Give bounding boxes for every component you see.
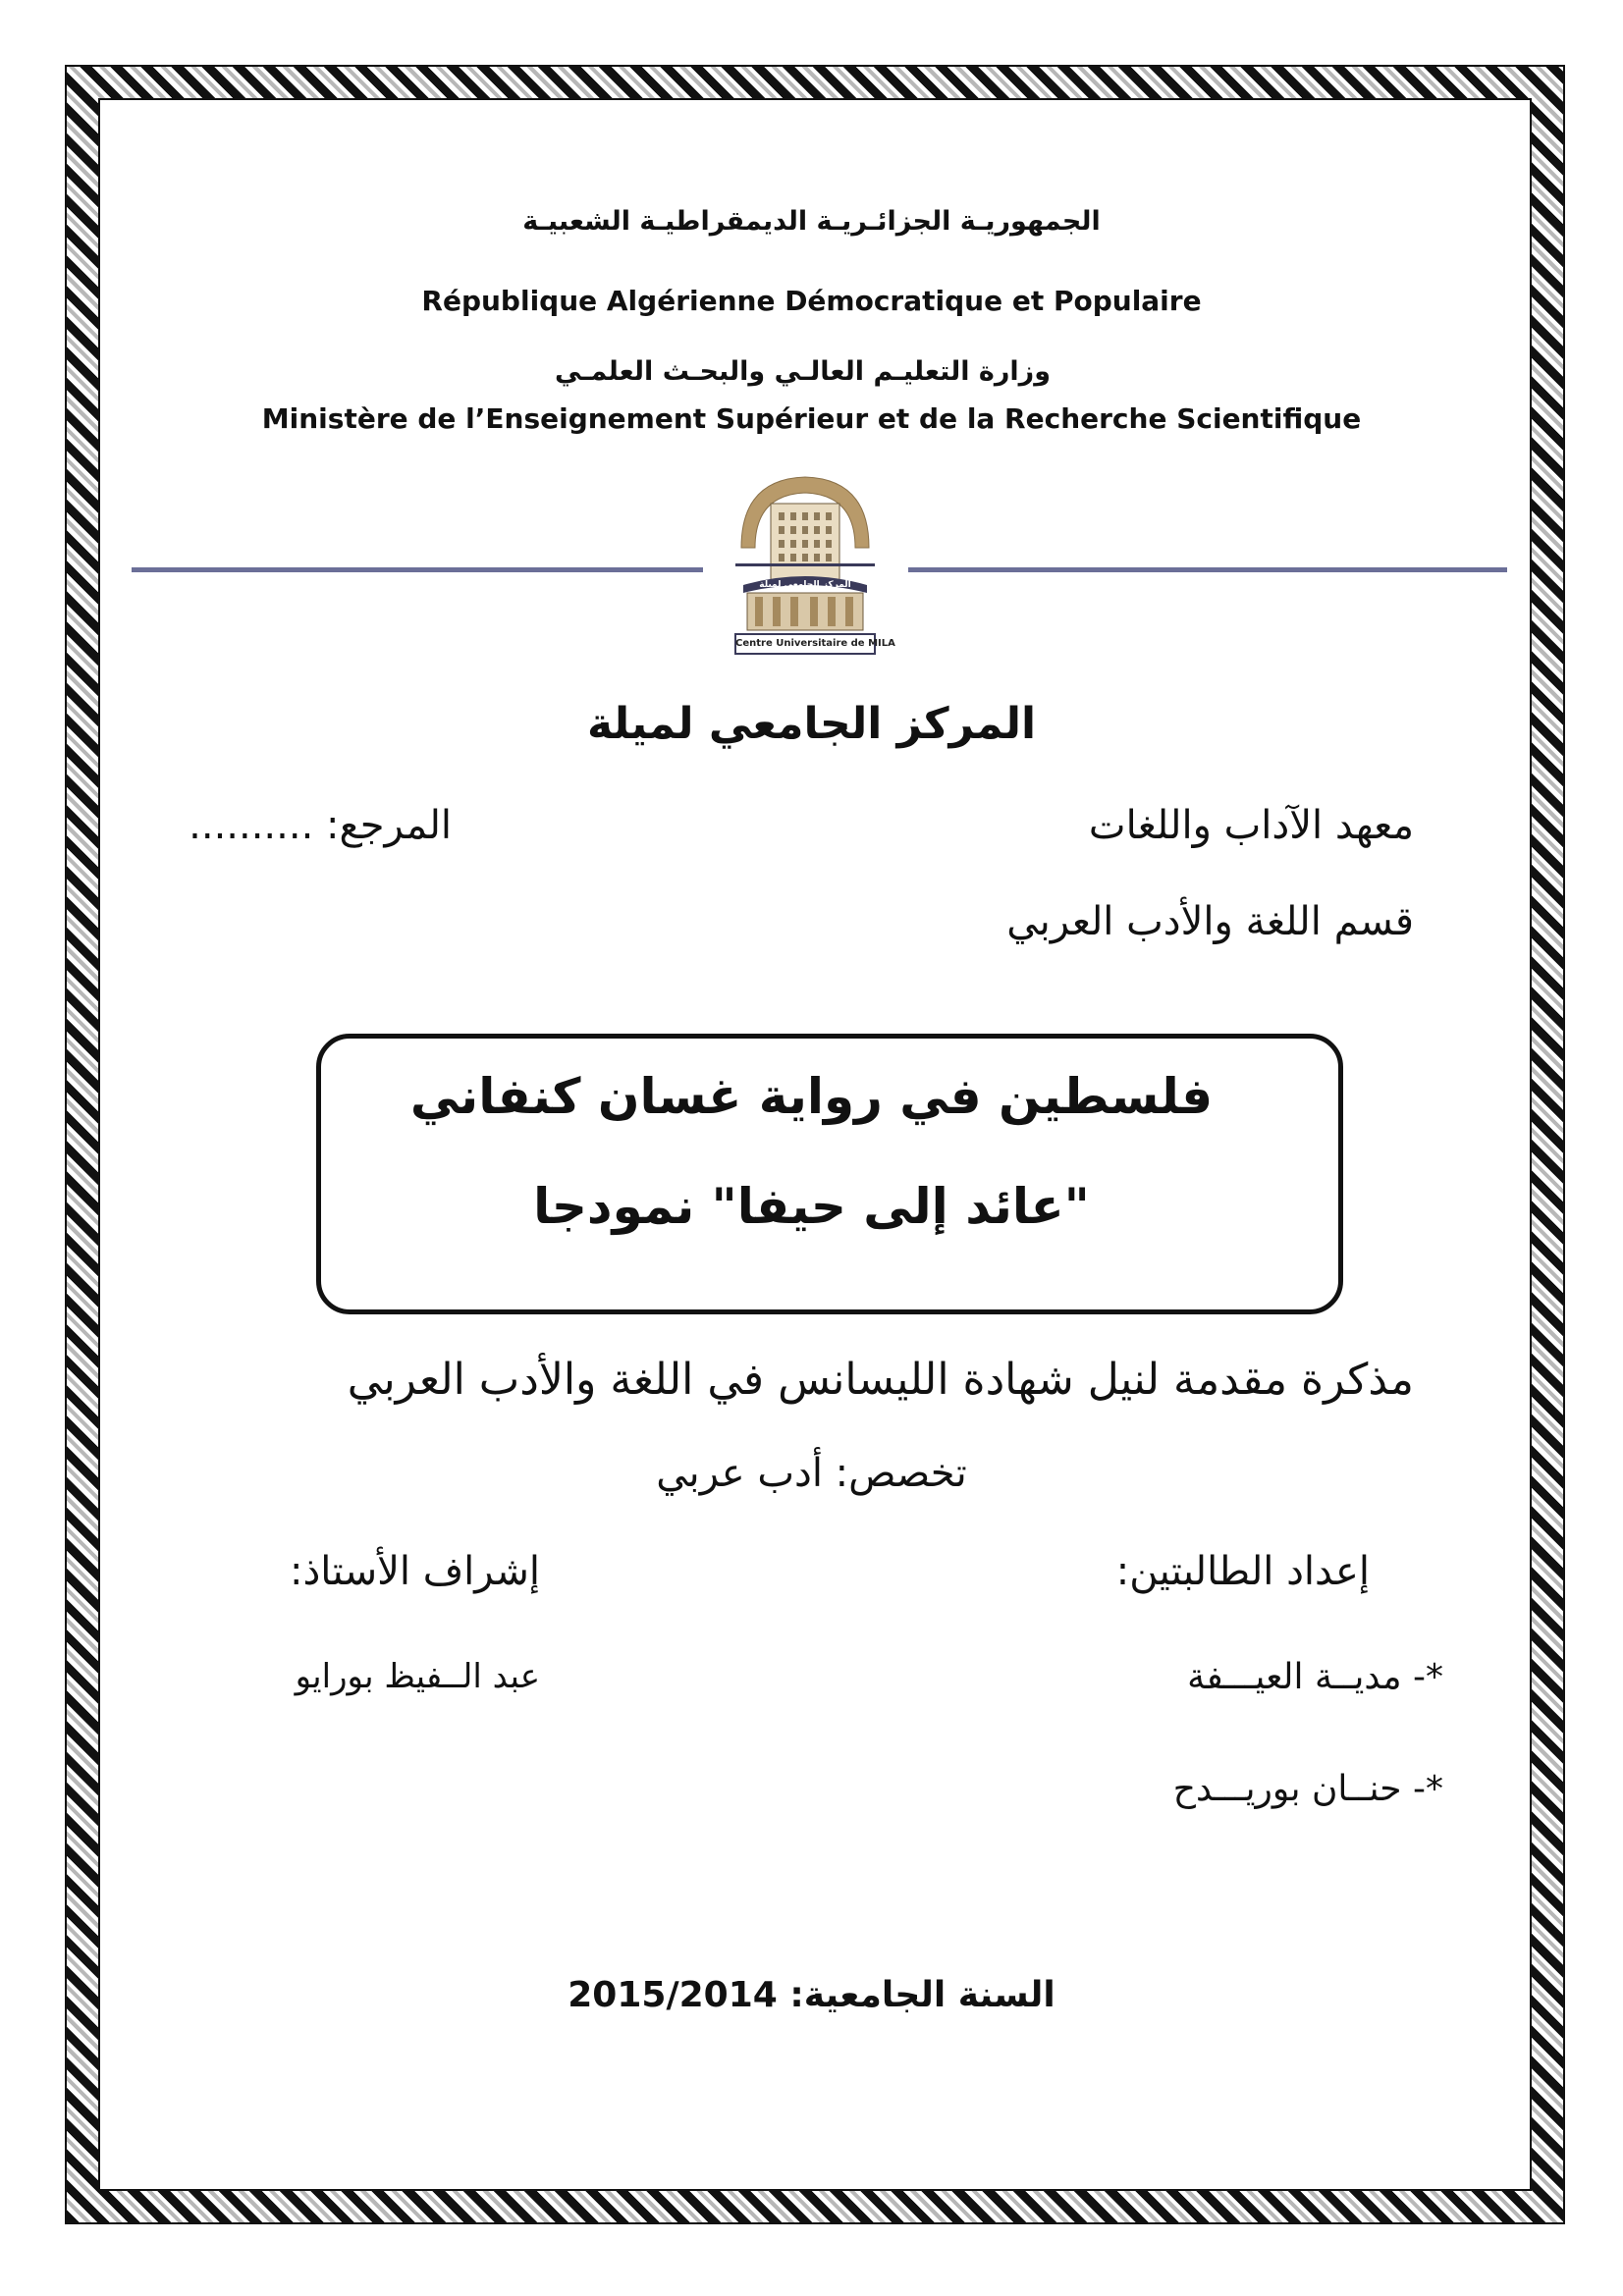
thesis-title-line-1: فلسطين في رواية غسان كنفاني xyxy=(409,1068,1214,1125)
divider-right xyxy=(908,567,1507,572)
memo-description: مذكرة مقدمة لنيل شهادة الليسانس في اللغة والأدب العربي xyxy=(347,1355,1414,1405)
thesis-title-line-2: "عائد إلى حيفا" نمودجا xyxy=(533,1178,1090,1235)
logo-emblem-text: المركز الجامعي لميلة xyxy=(759,580,851,590)
students-label: إعداد الطالبتين: xyxy=(1115,1549,1370,1594)
republic-arabic: الجمهوريـة الجزائـريـة الديمقراطيـة الشعبيـة xyxy=(522,206,1101,237)
supervisor-name: عبد الـ​ـفيظ بورايو xyxy=(295,1657,540,1696)
academic-year: السنة الجامعية: 2015/2014 xyxy=(568,1975,1055,2015)
republic-french: République Algérienne Démocratique et Populaire xyxy=(421,285,1202,317)
reference-field: المرجع: .......... xyxy=(189,803,452,848)
institution-name: المركز الجامعي لميلة xyxy=(586,699,1037,749)
ministry-arabic: وزارة التعليـم العالـي والبحـث العلمـي xyxy=(555,356,1051,387)
institute-name: معهد الآداب واللغات xyxy=(1088,803,1414,848)
supervisor-label: إشراف الأستاذ: xyxy=(290,1549,540,1594)
student-2: *- حنــان بوريـــدح xyxy=(1172,1769,1443,1809)
student-1: *- مديـ​ـة العيـــفة xyxy=(1187,1657,1443,1697)
department-name: قسم اللغة والأدب العربي xyxy=(1006,899,1414,944)
specialty: تخصص: أدب عربي xyxy=(656,1451,967,1496)
logo-caption: Centre Universitaire de MILA xyxy=(735,638,895,649)
ministry-french: Ministère de l’Enseignement Supérieur et de la Recherche Scientifique xyxy=(261,402,1362,435)
university-logo xyxy=(722,469,895,658)
divider-left xyxy=(132,567,703,572)
